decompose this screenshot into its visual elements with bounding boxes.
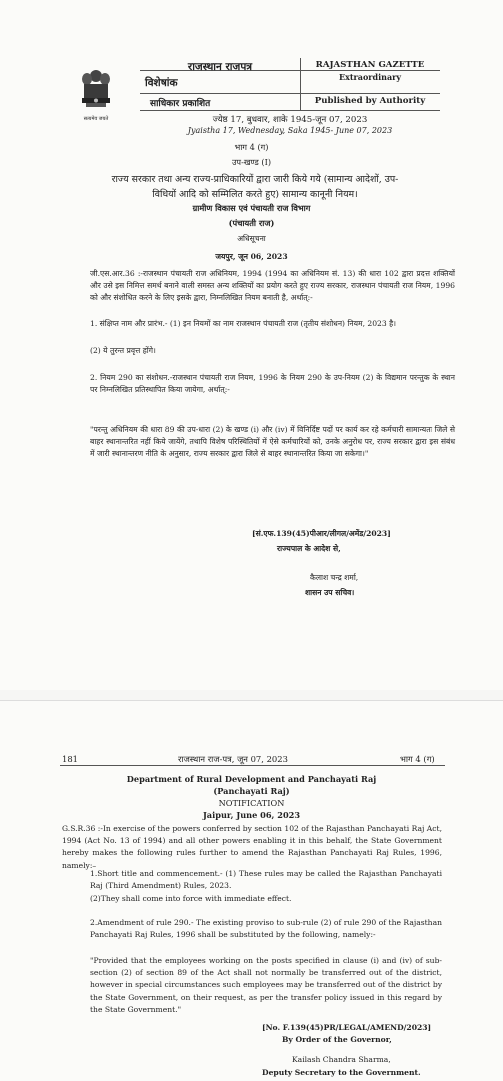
- intro-line-1: राज्य सरकार तथा अन्य राज्य-प्राधिकारियों द्वारा जारी किये गये (सामान्य आदेशों, उप-: [111, 174, 399, 185]
- rule-1-hindi: 1. संक्षिप्त नाम और प्रारंभ.- (1) इन नियमों का नाम राजस्थान पंचायती राज (तृतीय संशोधन) नियम, 2023 है।: [90, 319, 397, 328]
- gazette-hindi-special: विशेषांक: [145, 77, 178, 89]
- place-date-en: Jaipur, June 06, 2023: [202, 810, 301, 820]
- rule-1b-en: (2)They shall come into force with immediate effect.: [90, 894, 292, 903]
- rule-2-hindi: 2. नियम 290 का संशोधन.-राजस्थान पंचायती राज नियम, 1996 के नियम 290 के उप-नियम (2) के विद्यमान परन्तुक के स्थान पर निम्नलिखित प्रतिस्थापित किया जायेगा, अर्थात्:-: [90, 373, 455, 395]
- gazette-en-authority: Published by Authority: [314, 96, 426, 106]
- order-en: By Order of the Governor,: [282, 1035, 392, 1044]
- subsection-heading: उप-खण्ड (I): [231, 157, 272, 167]
- gazette-en-extra: Extraordinary: [338, 72, 401, 82]
- signer-en: Kailash Chandra Sharma,: [292, 1055, 391, 1064]
- page-number: 181: [62, 754, 78, 764]
- gazette-hindi-date: ज्येष्ठ 17, बुधवार, शाके 1945-जून 07, 2023: [212, 115, 368, 125]
- dept-en: Department of Rural Development and Panchayati Raj: [126, 774, 377, 784]
- proviso-en: "Provided that the employees working on the posts specified in clause (i) and (iv) of sub-section (2) of section 89 of the Act shall not normally be transferred out of the district, however in special circumstances such employees may be transferred out of the district by the State Government, on their request, as per the transfer policy issued in this regard by the State Government.": [90, 956, 442, 1014]
- running-head: राजस्थान राज-पत्र, जून 07, 2023: [178, 754, 288, 764]
- dept-sub-en: (Panchayati Raj): [213, 786, 290, 796]
- dept-sub-hindi: (पंचायती राज): [228, 218, 275, 228]
- gsr-paragraph-hindi: जी.एस.आर.36 :-राजस्थान पंचायती राज अधिनियम, 1994 (1994 का अधिनियम सं. 13) की धारा 102 द्वारा प्रदत्त शक्तियों और उसे इस निमित्त समर्थ बनाने वाली समस्त अन्य शक्तियों का प्रयोग करते हुए राज्य सरकार, राजस्थान पंचायती राज नियम, 1996 को और संशोधित करने के लिए इसके द्वारा, निम्नलिखित नियम बनाती है, अर्थात्:-: [90, 269, 455, 303]
- rule-1-en: 1.Short title and commencement.- (1) These rules may be called the Rajasthan Panchayati Raj (Third Amendment) Rules, 2023.: [90, 869, 442, 891]
- rule-2-en: 2.Amendment of rule 290.- The existing proviso to sub-rule (2) of rule 290 of the Rajasthan Panchayati Raj Rules, 1996 shall be substituted by the following, namely:-: [90, 918, 442, 940]
- english-page: [0, 700, 503, 1081]
- gazette-hindi-authority: साधिकार प्रकाशित: [150, 99, 211, 109]
- designation-hindi: शासन उप सचिव।: [305, 588, 355, 597]
- rule-1b-hindi: (2) ये तुरन्त प्रवृत्त होंगे।: [90, 346, 156, 355]
- proviso-hindi: "परन्तु अधिनियम की धारा 89 की उप-धारा (2) के खण्ड (i) और (iv) में विनिर्दिष्ट पदों पर कार्य कर रहे कर्मचारी सामान्यतः जिले से बाहर स्थानान्तरित नहीं किये जायेंगे, तथापि विशेष परिस्थितियों में ऐसे कर्मचारियों को, उनके अनुरोध पर, राज्य सरकार द्वारा इस संबंध में जारी स्थानान्तरण नीति के अनुसार, राज्य सरकार द्वारा जिले से बाहर स्थानान्तरित किया जा सकेगा।": [90, 425, 455, 459]
- gazette-hindi-title: राजस्थान राजपत्र: [187, 61, 253, 73]
- file-no-hindi: [सं.एफ.139(45)पीआर/लीगल/अमेंड/2023]: [252, 529, 391, 538]
- place-date-hindi: जयपुर, जून 06, 2023: [215, 252, 288, 261]
- intro-line-2: विधियों आदि को सम्मिलित करते हुए) सामान्य कानूनी नियम।: [152, 189, 358, 200]
- designation-en: Deputy Secretary to the Government.: [262, 1068, 421, 1077]
- notification-hindi: अधिसूचना: [237, 234, 266, 243]
- part-heading: भाग 4 (ग): [234, 142, 269, 152]
- dept-hindi: ग्रामीण विकास एवं पंचायती राज विभाग: [192, 203, 311, 213]
- gazette-en-date: Jyaistha 17, Wednesday, Saka 1945- June 07, 2023: [187, 126, 393, 135]
- emblem-caption: सत्यमेव जयते: [83, 116, 109, 122]
- gazette-en-title: RAJASTHAN GAZETTE: [315, 60, 425, 70]
- state-emblem-icon: [76, 66, 116, 122]
- gsr-paragraph-en: G.S.R.36 :-In exercise of the powers conferred by section 102 of the Rajasthan Panchayati Raj Act, 1994 (Act No. 13 of 1994) and all other powers enabling it in this behalf, the State Government hereby makes the following rules further to amend the Rajasthan Panchayati Raj Rules, 1996, namely:–: [62, 824, 442, 870]
- file-no-en: [No. F.139(45)PR/LEGAL/AMEND/2023]: [262, 1023, 432, 1032]
- notification-en: NOTIFICATION: [218, 798, 285, 808]
- order-hindi: राज्यपाल के आदेश से,: [277, 544, 341, 553]
- part-label: भाग 4 (ग): [400, 754, 435, 764]
- signer-hindi: कैलाश चन्द्र शर्मा,: [310, 573, 359, 582]
